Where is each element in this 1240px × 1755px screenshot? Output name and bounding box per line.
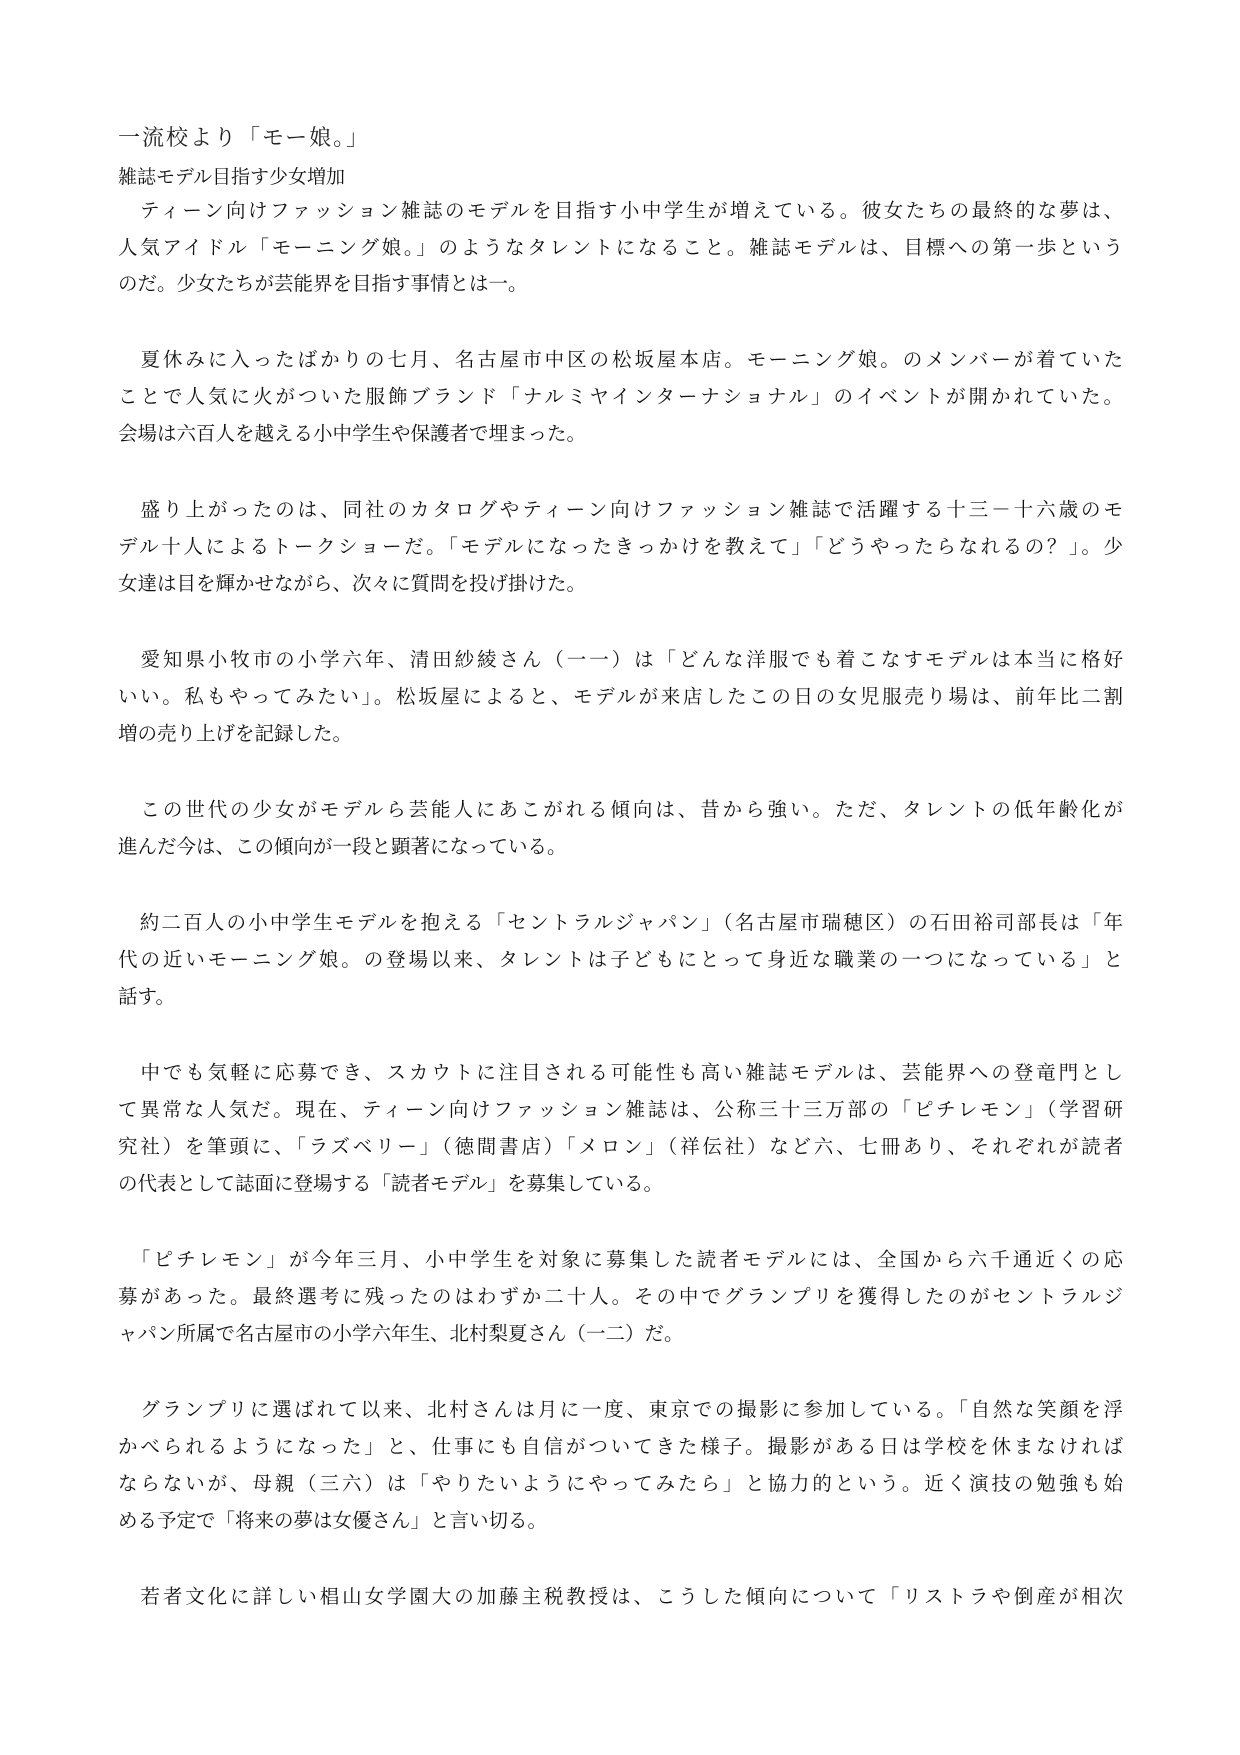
- body-text-line: ャパン所属で名古屋市の小学六年生、北村梨夏さん（一二）だ。: [118, 1322, 684, 1345]
- body-text-line: デル十人によるトークショーだ。「モデルになったきっかけを教えて」「どうやったらなれるの？」。少: [118, 535, 1123, 558]
- body-text-line: 進んだ今は、この傾向が一段と顕著になっている。: [118, 835, 567, 858]
- body-text-line: 人気アイドル「モーニング娘。」のようなタレントになること。雑誌モデルは、目標への第一歩という: [118, 236, 1123, 259]
- body-text-line: 愛知県小牧市の小学六年、清田紗綾さん（一一）は「どんな洋服でも着こなすモデルは本当に格好: [118, 648, 1123, 671]
- body-text-line: ティーン向けファッション雑誌のモデルを目指す小中学生が増えている。彼女たちの最終的な夢は、: [118, 199, 1123, 222]
- body-text-line: 女達は目を輝かせながら、次々に質問を投げ掛けた。: [118, 572, 587, 595]
- body-text-line: この世代の少女がモデルら芸能人にあこがれる傾向は、昔から強い。ただ、タレントの低年齢化が: [118, 798, 1123, 821]
- body-text-line: 募があった。最終選考に残ったのはわずか二十人。その中でグランプリを獲得したのがセントラルジ: [118, 1285, 1124, 1308]
- body-text-line: 増の売り上げを記録した。: [118, 722, 353, 745]
- body-text-line: 約二百人の小中学生モデルを抱える「セントラルジャパン」（名古屋市瑞穂区）の石田裕司部長は「年: [118, 911, 1123, 934]
- body-text-line: 会場は六百人を越える小中学生や保護者で埋まった。: [118, 422, 587, 445]
- article-title: 一流校より「モー娘。」: [118, 126, 371, 151]
- body-text-line: 盛り上がったのは、同社のカタログやティーン向けファッション雑誌で活躍する十三－十六歳のモ: [118, 498, 1123, 521]
- body-text-line: いい。私もやってみたい」。松坂屋によると、モデルが来店したこの日の女児服売り場は、前年比二割: [118, 685, 1123, 708]
- body-text-line: 話す。: [118, 985, 175, 1008]
- body-text-line: 代の近いモーニング娘。の登場以来、タレントは子どもにとって身近な職業の一つになっている」と: [118, 948, 1124, 971]
- body-text-line: かべられるようになった」と、仕事にも自信がついてきた様子。撮影がある日は学校を休まなければ: [118, 1435, 1123, 1458]
- body-text-line: ことで人気に火がついた服飾ブランド「ナルミヤインターナショナル」のイベントが開かれていた。: [118, 385, 1123, 408]
- body-text-line: の代表として誌面に登場する「読者モデル」を募集している。: [118, 1172, 664, 1195]
- body-text-line: 若者文化に詳しい椙山女学園大の加藤主税教授は、こうした傾向について「リストラや倒産が相次: [118, 1585, 1123, 1608]
- article-subtitle: 雑誌モデル目指す少女増加: [118, 166, 346, 188]
- body-text-line: グランプリに選ばれて以来、北村さんは月に一度、東京での撮影に参加している。「自然な笑顔を浮: [118, 1398, 1123, 1421]
- body-text-line: て異常な人気だ。現在、ティーン向けファッション雑誌は、公称三十三万部の「ピチレモン」（学習研: [118, 1098, 1123, 1121]
- body-text-line: 夏休みに入ったばかりの七月、名古屋市中区の松坂屋本店。モーニング娘。のメンバーが着ていた: [118, 348, 1123, 371]
- body-text-line: ならないが、母親（三六）は「やりたいようにやってみたら」と協力的という。近く演技の勉強も始: [118, 1472, 1123, 1495]
- body-text-line: のだ。少女たちが芸能界を目指す事情とは一。: [118, 272, 528, 295]
- body-text-line: 究社）を筆頭に、「ラズベリー」（徳間書店）「メロン」（祥伝社）など六、七冊あり、それぞれが読者: [118, 1135, 1123, 1158]
- body-text-line: 中でも気軽に応募でき、スカウトに注目される可能性も高い雑誌モデルは、芸能界への登竜門とし: [118, 1061, 1123, 1084]
- body-text-line: める予定で「将来の夢は女優さん」と言い切る。: [118, 1509, 548, 1532]
- body-text-line: 「ピチレモン」が今年三月、小中学生を対象に募集した読者モデルには、全国から六千通近くの応: [118, 1248, 1123, 1271]
